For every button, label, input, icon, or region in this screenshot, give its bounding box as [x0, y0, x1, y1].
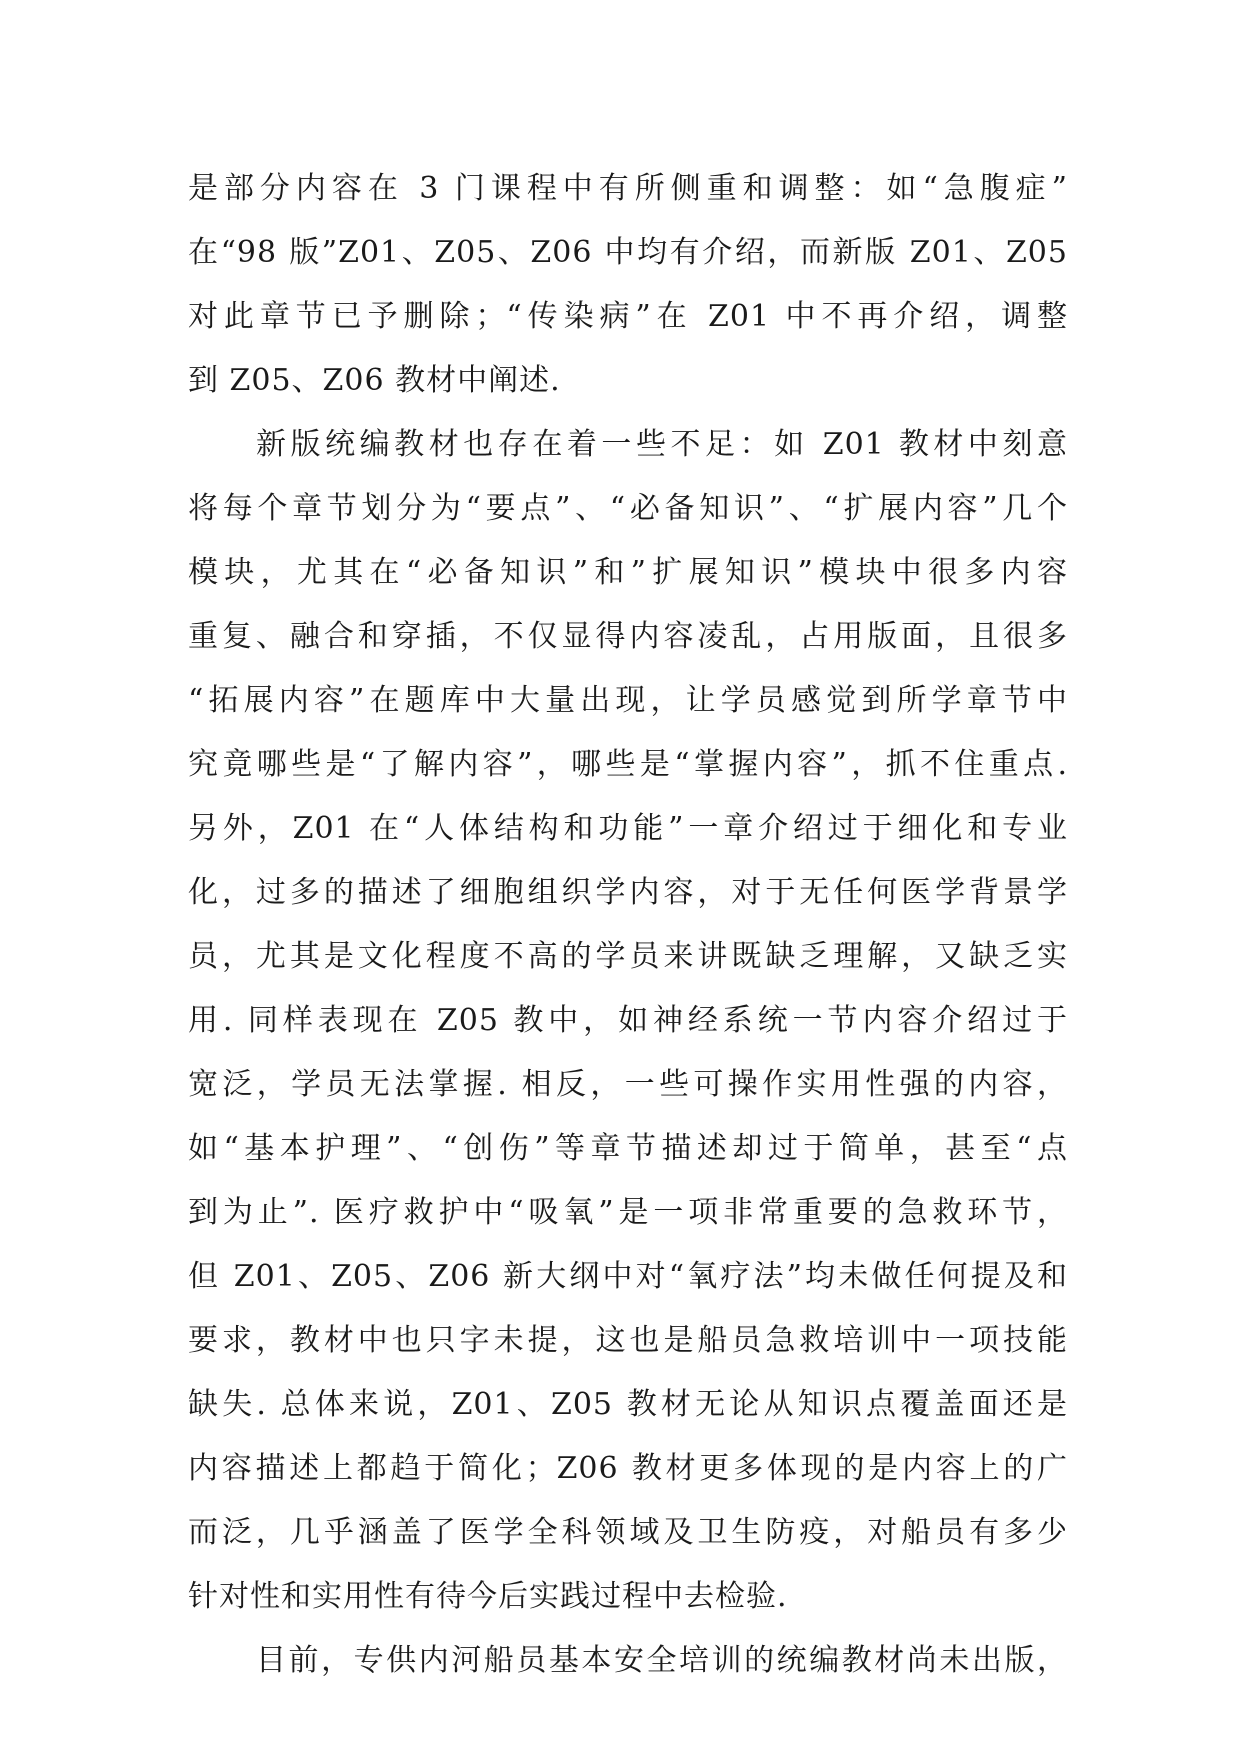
text-line: 宽泛，学员无法掌握. 相反，一些可操作实用性强的内容，: [188, 1067, 1068, 1102]
text-line: 是部分内容在 3 门课程中有所侧重和调整：如“急腹症”: [188, 171, 1068, 206]
text-line: 如“基本护理”、“创伤”等章节描述却过于简单，甚至“点: [188, 1131, 1068, 1166]
text-line: 将每个章节划分为“要点”、“必备知识”、“扩展内容”几个: [188, 491, 1068, 526]
text-line: 针对性和实用性有待今后实践过程中去检验.: [188, 1579, 788, 1614]
text-line: 对此章节已予删除；“传染病”在 Z01 中不再介绍，调整: [188, 299, 1068, 334]
paragraph-first-line: 新版统编教材也存在着一些不足：如 Z01 教材中刻意: [256, 427, 1068, 462]
text-line: 另外，Z01 在“人体结构和功能”一章介绍过于细化和专业: [188, 811, 1068, 846]
text-line: 模块，尤其在“必备知识”和”扩展知识”模块中很多内容: [188, 555, 1068, 590]
text-line: 到 Z05、Z06 教材中阐述.: [188, 363, 561, 398]
text-line: “拓展内容”在题库中大量出现，让学员感觉到所学章节中: [188, 683, 1068, 718]
text-line: 究竟哪些是“了解内容”，哪些是“掌握内容”，抓不住重点.: [188, 747, 1068, 782]
text-line: 内容描述上都趋于简化；Z06 教材更多体现的是内容上的广: [188, 1451, 1068, 1486]
text-line: 员，尤其是文化程度不高的学员来讲既缺乏理解，又缺乏实: [188, 939, 1068, 974]
text-line: 到为止”. 医疗救护中“吸氧”是一项非常重要的急救环节，: [188, 1195, 1068, 1230]
text-line: 而泛，几乎涵盖了医学全科领域及卫生防疫，对船员有多少: [188, 1515, 1068, 1550]
text-line: 要求，教材中也只字未提，这也是船员急救培训中一项技能: [188, 1323, 1068, 1358]
text-line: 但 Z01、Z05、Z06 新大纲中对“氧疗法”均未做任何提及和: [188, 1259, 1068, 1294]
text-line: 化，过多的描述了细胞组织学内容，对于无任何医学背景学: [188, 875, 1068, 910]
text-line: 缺失. 总体来说，Z01、Z05 教材无论从知识点覆盖面还是: [188, 1387, 1068, 1422]
text-line: 重复、融合和穿插，不仅显得内容凌乱，占用版面，且很多: [188, 619, 1068, 654]
text-line: 用. 同样表现在 Z05 教中，如神经系统一节内容介绍过于: [188, 1003, 1068, 1038]
body-text: [188, 157, 1068, 1693]
text-line: 在“98 版”Z01、Z05、Z06 中均有介绍，而新版 Z01、Z05: [188, 235, 1068, 270]
paragraph-first-line: 目前，专供内河船员基本安全培训的统编教材尚未出版，: [256, 1643, 1068, 1678]
